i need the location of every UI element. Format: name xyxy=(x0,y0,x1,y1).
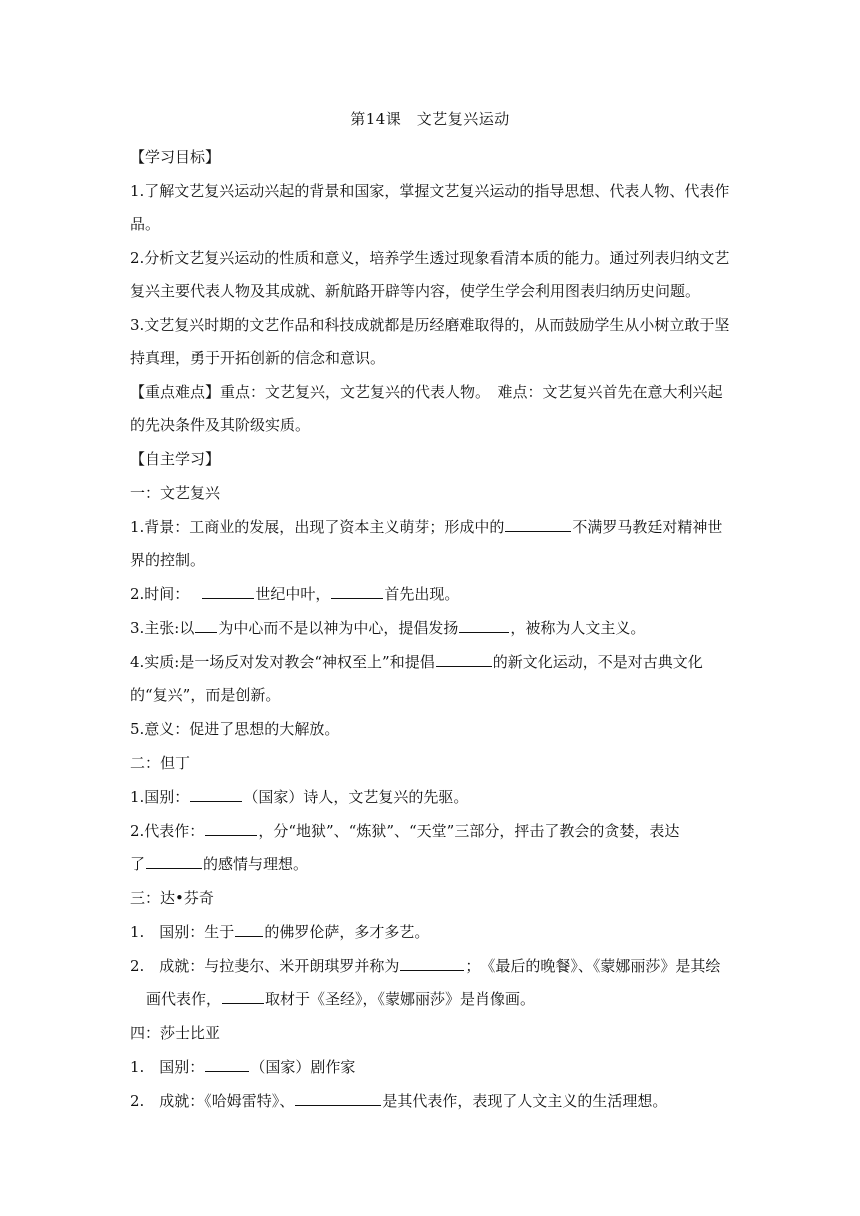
text: ，被称为人文主义。 xyxy=(510,619,646,637)
blank xyxy=(331,584,383,599)
goal-2-line-1: 2.分析文艺复兴运动的性质和意义，培养学生透过现象看清本质的能力。通过列表归纳文艺 xyxy=(130,249,730,267)
blank xyxy=(436,652,492,667)
blank xyxy=(295,1091,381,1106)
s4-item-2 xyxy=(130,1090,740,1112)
goal-1-line-1: 1.了解文艺复兴运动兴起的背景和国家，掌握文艺复兴运动的指导思想、代表人物、代表作 xyxy=(130,182,730,200)
s3-item-1 xyxy=(130,921,740,943)
blank xyxy=(195,618,217,633)
key-points-line-1: 【重点难点】重点：文艺复兴，文艺复兴的代表人物。 难点：文艺复兴首先在意大利兴起 xyxy=(130,383,723,401)
s1-item-2 xyxy=(130,583,740,605)
text: （国家）剧作家 xyxy=(250,1058,356,1076)
blank xyxy=(400,956,464,971)
text: 的感情与理想。 xyxy=(203,855,309,873)
goal-3-line-1: 3.文艺复兴时期的文艺作品和科技成就都是历经磨难取得的，从而鼓励学生从小树立敢于坚 xyxy=(130,316,730,334)
text: 1. 国别： xyxy=(130,1058,205,1076)
blank xyxy=(505,517,571,532)
text: 是其代表作，表现了人文主义的生活理想。 xyxy=(382,1092,668,1110)
blank xyxy=(222,989,264,1004)
goals-heading: 【学习目标】 xyxy=(130,148,221,166)
s1-item-1-line-1 xyxy=(130,516,740,538)
s2-item-1 xyxy=(130,786,740,808)
section-3-heading: 三：达•芬奇 xyxy=(130,889,214,907)
blank xyxy=(459,618,509,633)
text: 2.代表作： xyxy=(130,822,205,840)
text: 画代表作， xyxy=(146,990,222,1008)
goal-2-line-2: 复兴主要代表人物及其成就、新航路开辟等内容，使学生学会利用图表归纳历史问题。 xyxy=(130,282,701,300)
page-title: 第14课 文艺复兴运动 xyxy=(350,110,510,128)
text: 首先出现。 xyxy=(384,585,460,603)
goal-1-line-2: 品。 xyxy=(130,215,161,233)
text: 不满罗马教廷对精神世 xyxy=(572,518,723,536)
s1-item-4-line-1 xyxy=(130,651,740,673)
section-1-heading: 一：文艺复兴 xyxy=(130,484,221,502)
section-4-heading: 四：莎士比亚 xyxy=(130,1024,221,1042)
blank xyxy=(190,787,242,802)
blank xyxy=(146,854,202,869)
text: 1.背景：工商业的发展，出现了资本主义萌芽；形成中的 xyxy=(130,518,505,536)
text: 为中心而不是以神为中心，提倡发扬 xyxy=(218,619,459,637)
blank xyxy=(202,584,254,599)
text: ； 《最后的晚餐》、《蒙娜丽莎》是其绘 xyxy=(465,957,721,975)
text: 的佛罗伦萨，多才多艺。 xyxy=(264,923,430,941)
text: 了 xyxy=(130,855,146,873)
goal-3-line-2: 持真理，勇于开拓创新的信念和意识。 xyxy=(130,349,386,367)
section-2-heading: 二：但丁 xyxy=(130,754,191,772)
text: 取材于《圣经》，《蒙娜丽莎》是肖像画。 xyxy=(265,990,536,1008)
text: 1. 国别：生于 xyxy=(130,923,235,941)
s2-item-2-line-2 xyxy=(130,853,740,875)
text: 1.国别： xyxy=(130,788,190,806)
s3-item-2-line-2 xyxy=(146,988,756,1010)
text: 2. 成就：与拉斐尔、米开朗琪罗并称为 xyxy=(130,957,400,975)
blank xyxy=(205,821,257,836)
s1-item-1-line-2: 界的控制。 xyxy=(130,551,206,569)
s1-item-5: 5.意义：促进了思想的大解放。 xyxy=(130,720,340,738)
s3-item-2-line-1 xyxy=(130,955,740,977)
text: 世纪中叶， xyxy=(255,585,331,603)
s1-item-3 xyxy=(130,617,740,639)
s1-item-4-line-2: 的“复兴”，而是创新。 xyxy=(130,686,281,704)
s4-item-1 xyxy=(130,1056,740,1078)
text: 的新文化运动，不是对古典文化 xyxy=(492,653,703,671)
s2-item-2-line-1 xyxy=(130,820,740,842)
text: 2.时间： xyxy=(130,585,190,603)
text: ，分“地狱”、“炼狱”、“天堂”三部分，抨击了教会的贪婪，表达 xyxy=(258,822,680,840)
text: 3.主张:以 xyxy=(130,619,195,637)
self-study-heading: 【自主学习】 xyxy=(130,450,221,468)
blank xyxy=(205,1057,249,1072)
text: 2. 成就：《哈姆雷特》、 xyxy=(130,1092,295,1110)
text: 4.实质:是一场反对发对教会“神权至上”和提倡 xyxy=(130,653,435,671)
key-points-line-2: 的先决条件及其阶级实质。 xyxy=(130,416,311,434)
blank xyxy=(235,922,263,937)
text: （国家）诗人，文艺复兴的先驱。 xyxy=(243,788,469,806)
